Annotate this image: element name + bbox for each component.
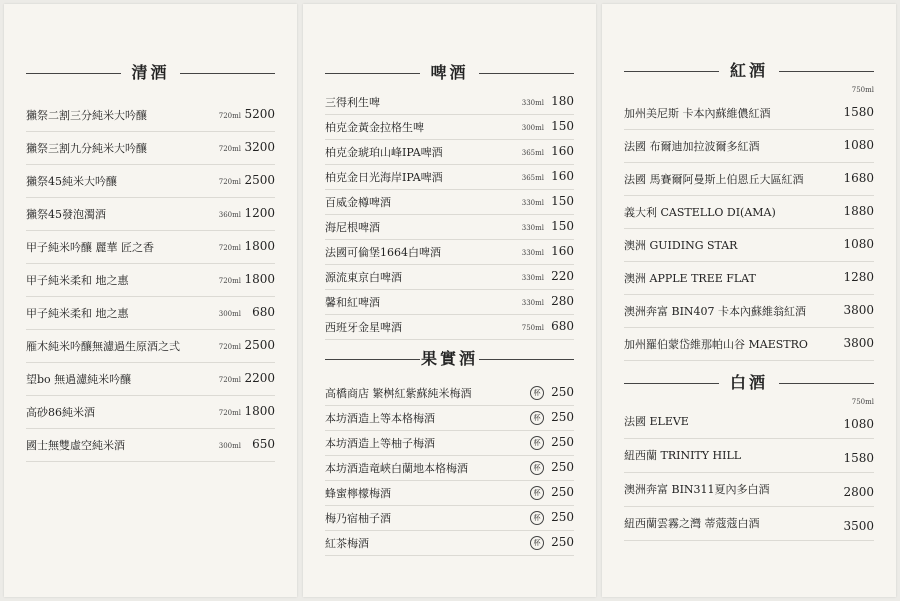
item-price: 5200 xyxy=(244,107,275,121)
menu-row xyxy=(325,189,574,215)
item-price: 2200 xyxy=(244,371,275,385)
item-name: 梅乃宿柚子酒 xyxy=(325,512,391,525)
item-volume: 330ml xyxy=(521,99,544,107)
section-title: 白酒 xyxy=(729,373,768,392)
divider xyxy=(479,73,574,74)
white-volume-header: 750ml xyxy=(851,398,874,406)
menu-row xyxy=(325,380,574,406)
item-price: 650 xyxy=(252,437,275,451)
item-name: 百威金樽啤酒 xyxy=(325,196,391,209)
red-volume-header: 750ml xyxy=(851,86,874,94)
item-volume: 300ml xyxy=(218,442,241,450)
item-price: 680 xyxy=(252,305,275,319)
item-name: 甲子純米柔和 地之惠 xyxy=(26,274,129,287)
menu-row xyxy=(325,164,574,190)
item-name: 望bo 無過濾純米吟釀 xyxy=(26,373,132,386)
cup-badge: 杯 xyxy=(530,436,544,450)
menu-row xyxy=(624,506,874,541)
item-price: 160 xyxy=(551,144,574,158)
menu-row xyxy=(325,239,574,265)
item-name: 甲子純米柔和 地之惠 xyxy=(26,307,129,320)
item-name: 馨和紅啤酒 xyxy=(325,296,380,309)
item-name: 源流東京白啤酒 xyxy=(325,271,402,284)
item-price: 680 xyxy=(551,319,574,333)
item-name: 國士無雙虛空純米酒 xyxy=(26,439,125,452)
item-volume: 330ml xyxy=(521,299,544,307)
fruit-section-header xyxy=(325,348,574,370)
section-title: 清酒 xyxy=(131,63,170,82)
menu-row xyxy=(624,294,874,328)
item-name: 雁木純米吟釀無濾過生原酒之弍 xyxy=(26,340,180,353)
item-price: 150 xyxy=(551,219,574,233)
menu-row xyxy=(624,438,874,473)
menu-row xyxy=(624,96,874,130)
item-name: 本坊酒造竜峽白蘭地本格梅酒 xyxy=(325,462,468,475)
divider xyxy=(479,359,574,360)
menu-row xyxy=(624,261,874,295)
item-volume: 365ml xyxy=(521,174,544,182)
menu-row xyxy=(325,139,574,165)
item-name: 獺祭三割九分純米大吟釀 xyxy=(26,142,147,155)
menu-row xyxy=(624,195,874,229)
item-name: 紅茶梅酒 xyxy=(325,537,369,550)
item-price: 3500 xyxy=(843,519,874,533)
item-name: 獺祭45發泡濁酒 xyxy=(26,208,106,221)
item-price: 3800 xyxy=(843,336,874,350)
item-name: 本坊酒造上等本格梅酒 xyxy=(325,412,435,425)
item-volume: 720ml xyxy=(218,178,241,186)
item-price: 1880 xyxy=(843,204,874,218)
item-volume: 360ml xyxy=(218,211,241,219)
item-price: 3800 xyxy=(843,303,874,317)
item-name: 澳洲 GUIDING STAR xyxy=(624,239,738,252)
item-name: 澳洲奔富 BIN407 卡本內蘇維翁紅酒 xyxy=(624,305,807,318)
item-price: 180 xyxy=(551,94,574,108)
item-volume: 330ml xyxy=(521,199,544,207)
menu-row xyxy=(624,472,874,507)
item-price: 2500 xyxy=(244,338,275,352)
beer-fruit-panel xyxy=(303,4,596,597)
menu-row xyxy=(624,129,874,163)
item-price: 1080 xyxy=(843,237,874,251)
menu-row xyxy=(26,197,275,231)
menu-row xyxy=(624,404,874,439)
item-name: 澳洲 APPLE TREE FLAT xyxy=(624,272,756,285)
item-volume: 720ml xyxy=(218,409,241,417)
sake-panel xyxy=(4,4,297,597)
menu-row xyxy=(325,114,574,140)
item-name: 三得利生啤 xyxy=(325,96,380,109)
item-price: 1800 xyxy=(244,404,275,418)
item-volume: 365ml xyxy=(521,149,544,157)
item-price: 250 xyxy=(551,460,574,474)
item-price: 250 xyxy=(551,510,574,524)
item-volume: 330ml xyxy=(521,224,544,232)
menu-row xyxy=(26,296,275,330)
menu-row xyxy=(26,428,275,462)
item-volume: 300ml xyxy=(521,124,544,132)
item-name: 獺祭二割三分純米大吟釀 xyxy=(26,109,147,122)
wine-panel xyxy=(602,4,896,597)
item-price: 1580 xyxy=(843,451,874,465)
menu-row xyxy=(26,395,275,429)
item-name: 加州美尼斯 卡本內蘇維儂紅酒 xyxy=(624,107,771,120)
item-name: 獺祭45純米大吟釀 xyxy=(26,175,117,188)
item-name: 紐西蘭 TRINITY HILL xyxy=(624,449,742,462)
cup-badge: 杯 xyxy=(530,486,544,500)
item-price: 1200 xyxy=(244,206,275,220)
menu-row xyxy=(26,230,275,264)
menu-row xyxy=(325,430,574,456)
menu-row xyxy=(26,131,275,165)
item-price: 250 xyxy=(551,535,574,549)
item-price: 250 xyxy=(551,410,574,424)
item-price: 150 xyxy=(551,119,574,133)
item-price: 160 xyxy=(551,169,574,183)
menu-row xyxy=(624,327,874,361)
item-volume: 720ml xyxy=(218,277,241,285)
item-price: 3200 xyxy=(244,140,275,154)
menu-row xyxy=(624,228,874,262)
item-price: 160 xyxy=(551,244,574,258)
menu-row xyxy=(26,164,275,198)
item-volume: 720ml xyxy=(218,145,241,153)
item-price: 250 xyxy=(551,435,574,449)
section-title: 紅酒 xyxy=(729,61,768,80)
item-name: 法國可倫堡1664白啤酒 xyxy=(325,246,441,259)
menu-row xyxy=(325,405,574,431)
item-name: 義大利 CASTELLO DI(AMA) xyxy=(624,206,776,219)
menu-row xyxy=(325,530,574,556)
item-price: 280 xyxy=(551,294,574,308)
divider xyxy=(779,71,874,72)
red-section-header xyxy=(624,60,874,82)
item-price: 1280 xyxy=(843,270,874,284)
divider xyxy=(180,73,275,74)
menu-row xyxy=(325,214,574,240)
section-title: 果實酒 xyxy=(420,349,478,368)
menu-row xyxy=(325,455,574,481)
menu-row xyxy=(26,362,275,396)
menu-row xyxy=(325,89,574,115)
cup-badge: 杯 xyxy=(530,386,544,400)
menu-row xyxy=(325,264,574,290)
menu-row xyxy=(26,263,275,297)
item-price: 150 xyxy=(551,194,574,208)
menu-row xyxy=(624,162,874,196)
menu-row xyxy=(325,480,574,506)
item-price: 1080 xyxy=(843,138,874,152)
cup-badge: 杯 xyxy=(530,411,544,425)
cup-badge: 杯 xyxy=(530,536,544,550)
item-volume: 720ml xyxy=(218,376,241,384)
item-price: 1580 xyxy=(843,105,874,119)
item-name: 加州羅伯蒙岱維那帕山谷 MAESTRO xyxy=(624,338,808,351)
item-price: 220 xyxy=(551,269,574,283)
menu-row xyxy=(325,289,574,315)
item-name: 蜂蜜檸檬梅酒 xyxy=(325,487,391,500)
item-name: 高橋商店 繁桝紅紫蘇純米梅酒 xyxy=(325,387,472,400)
item-volume: 720ml xyxy=(218,343,241,351)
item-name: 本坊酒造上等柚子梅酒 xyxy=(325,437,435,450)
item-name: 西班牙金星啤酒 xyxy=(325,321,402,334)
item-name: 柏克金黃金拉格生啤 xyxy=(325,121,424,134)
menu-row xyxy=(325,505,574,531)
item-name: 柏克金琥珀山峰IPA啤酒 xyxy=(325,146,443,159)
item-price: 1800 xyxy=(244,272,275,286)
menu-row xyxy=(26,329,275,363)
divider xyxy=(779,383,874,384)
item-name: 澳洲奔富 BIN311夏內多白酒 xyxy=(624,483,770,496)
sake-section-header xyxy=(26,62,275,84)
item-volume: 330ml xyxy=(521,249,544,257)
item-price: 1080 xyxy=(843,417,874,431)
item-name: 法國 ELEVE xyxy=(624,415,689,428)
item-price: 1800 xyxy=(244,239,275,253)
menu-row xyxy=(325,314,574,340)
item-volume: 720ml xyxy=(218,244,241,252)
item-volume: 300ml xyxy=(218,310,241,318)
beer-section-header xyxy=(325,62,574,84)
item-price: 2800 xyxy=(843,485,874,499)
item-volume: 750ml xyxy=(521,324,544,332)
cup-badge: 杯 xyxy=(530,461,544,475)
item-volume: 720ml xyxy=(218,112,241,120)
item-price: 2500 xyxy=(244,173,275,187)
item-name: 甲子純米吟釀 麗華 匠之香 xyxy=(26,241,154,254)
item-name: 紐西蘭雲霧之灣 蒂蔻蔻白酒 xyxy=(624,517,760,530)
section-title: 啤酒 xyxy=(430,63,469,82)
cup-badge: 杯 xyxy=(530,511,544,525)
item-name: 法國 馬賽爾阿曼斯上伯恩丘大區紅酒 xyxy=(624,173,804,186)
item-name: 海尼根啤酒 xyxy=(325,221,380,234)
item-price: 250 xyxy=(551,485,574,499)
item-name: 法國 布爾迪加拉波爾多紅酒 xyxy=(624,140,760,153)
white-section-header xyxy=(624,372,874,394)
item-price: 250 xyxy=(551,385,574,399)
menu-row xyxy=(26,98,275,132)
item-name: 柏克金日光海岸IPA啤酒 xyxy=(325,171,443,184)
item-volume: 330ml xyxy=(521,274,544,282)
item-price: 1680 xyxy=(843,171,874,185)
item-name: 高砂86純米酒 xyxy=(26,406,95,419)
